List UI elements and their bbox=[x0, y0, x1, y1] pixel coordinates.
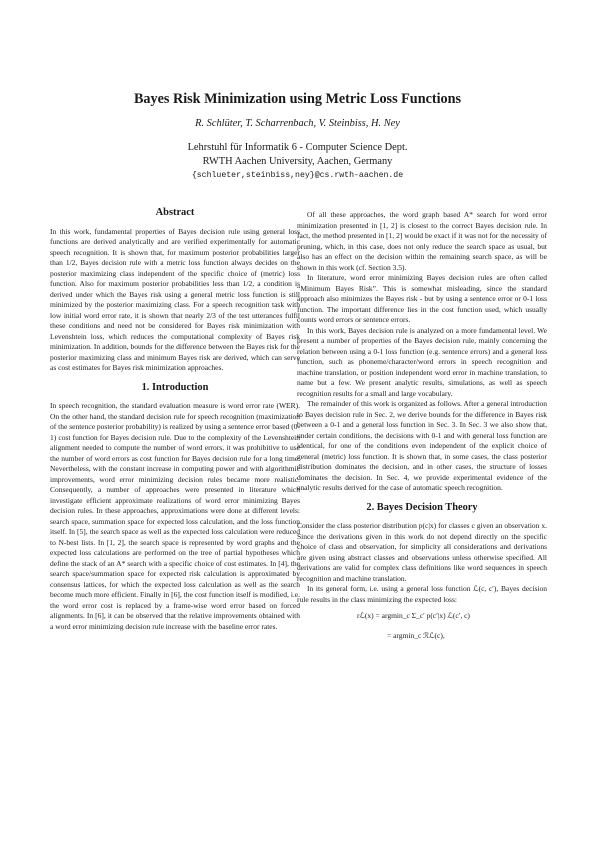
right-paragraph-1: Of all these approaches, the word graph based A* search for word error minimization presented in [1, 2] is closest to the correct Bayes decision rule. In fact, the method presented in [1, 2] would be exact if it was not for the necessity of pruning, which, in this case, does not only reduce the search space as usual, but also has an effect on the decision within the remaining search space, as will be shown in this work (cf. Section 3.5). bbox=[297, 210, 547, 272]
section-2-paragraph-1: Consider the class posterior distribution p(c|x) for classes c given an observation x. Since the derivations given in this work do not depend directly on the specific choice of class and observation, for simplicity all considerations and derivations are given using abstract classes and observations unless otherwise specified. All derivations are valid for complex class definitions like word sequences in speech recognition and machine translation. bbox=[297, 521, 547, 583]
introduction-paragraph: In speech recognition, the standard evaluation measure is word error rate (WER). On the other hand, the standard decision rule for speech recognition (maximization of the sentence posterior probability) is realized by using a sentence error based (0-1) cost function for Bayes decision rule. Due to the complexity of the Levenshtein alignment needed to compute the number of word errors, it was prohibitive to use the number of word errors as cost function for Bayes decision rule for a long time. Nevertheless, with the constant increase in computing power and with algorithmic improvements, word error minimizing decision rules became more realistic. Consequently, a number of approaches were presented in literature which investigate efficient approximate realizations of word error minimizing Bayes decision rules. In these approaches, approximations were done at different levels: search space, summation space for expected loss calculation, and the loss function itself. In [5], the search space as well as the expected loss calculation were reduced to N-best lists. In [1, 2], the search space is represented by word graphs and the expected loss calculations are performed on the tree of partial hypotheses which define the stack of an A* search with a specific choice of cost estimates. In [4], the search space/summation space for expected risk calculation is approximated by consensus lattices, for which the expected loss calculation as well as the search become much more efficient. Finally in [6], the cost function itself is modified, i.e. the word error cost is replaced by a frame-wise word error based on forced alignments. In [6], it can be observed that the relative improvements obtained with a word error minimizing decision rule increase with the baseline error rates. bbox=[50, 401, 300, 631]
affiliation-line-1: Lehrstuhl für Informatik 6 - Computer Science Dept. bbox=[187, 142, 408, 153]
right-column bbox=[297, 210, 547, 643]
section-2-paragraph-2: In its general form, i.e. using a general loss function ℒ(c, c′), Bayes decision rule results in the class minimizing the expected loss: bbox=[297, 584, 547, 604]
author-email: {schlueter,steinbiss,ney}@cs.rwth-aachen.de bbox=[191, 171, 404, 180]
right-paragraph-4: The remainder of this work is organized as follows. After a general introduction to Bayes decision rule in Sec. 2, we derive bounds for the difference in Bayes risk between a 0-1 and a general loss function in Sec. 3. In Sec. 3 we also show that, under certain conditions, the decisions with 0-1 and with general loss function are identical, for one of the conditions even independent of the explicit choice of general (metric) loss function. It is shown that, in some cases, the class posterior distribution dominates the decision, and in other cases, the structure of losses dominates the decision. In Sec. 4, we provide experimental evidence of the analytic results derived for the case of automatic speech recognition. bbox=[297, 399, 547, 492]
equation-line-2: = argmin_c ℛℒ(c), bbox=[387, 631, 445, 640]
abstract-heading: Abstract bbox=[155, 207, 195, 218]
left-column bbox=[50, 208, 300, 632]
right-paragraph-3: In this work, Bayes decision rule is analyzed on a more fundamental level. We present a number of properties of the Bayes decision rule, mainly concerning the relation between using a 0-1 loss function (e.g. sentence errors) and a general loss function, such as phoneme/character/word errors in speech recognition and machine translation, or position independent word error in machine translation, to name but a few. We present analytic results, simulations, as well as speech recognition results for a small and large vocabulary. bbox=[297, 325, 547, 398]
equation-line-1: rℒ(x) = argmin_c Σ_c′ p(c′|x) ℒ(c′, c) bbox=[357, 611, 470, 620]
affiliation-line-2: RWTH Aachen University, Aachen, Germany bbox=[202, 156, 393, 167]
abstract-text: In this work, fundamental properties of Bayes decision rule using general loss functions are derived analytically and are verified experimentally for automatic speech recognition. It is shown that, for maximum posterior probabilities larger than 1/2, Bayes decision rule with a metric loss function always decides on the posterior maximizing class independent of the specific choice of (metric) loss function. Also for maximum posterior probabilities less than 1/2, a condition is derived under which the Bayes risk using a general metric loss function is still minimized by the posterior maximizing class. For a speech recognition task with low initial word error rate, it is shown that nearly 2/3 of the test utterances fulfil these conditions and need not be considered for Bayes risk minimization with Levenshtein loss, which reduces the computational complexity of Bayes risk minimization. In addition, bounds for the difference between the Bayes risk for the posterior maximizing class and minimum Bayes risk are derived, which can serve as cost estimates for Bayes risk minimization approaches. bbox=[50, 226, 300, 372]
paper-authors: R. Schlüter, T. Scharrenbach, V. Steinbiss, H. Ney bbox=[195, 118, 400, 129]
section-2-heading: 2. Bayes Decision Theory bbox=[366, 501, 478, 513]
affiliation-block bbox=[0, 141, 595, 183]
right-paragraph-2: In literature, word error minimizing Bayes decision rules are often called “Minimum Bayes Risk”. This is somewhat misleading, since the standard approach also minimizes the Bayes risk - but by using a sentence error or 0-1 loss function. The important difference lies in the cost function used, which usually counts word errors or sentence errors. bbox=[297, 273, 547, 324]
decision-rule-equation bbox=[357, 609, 547, 643]
section-1-heading: 1. Introduction bbox=[141, 381, 209, 393]
paper-title: Bayes Risk Minimization using Metric Loss Functions bbox=[133, 91, 462, 107]
